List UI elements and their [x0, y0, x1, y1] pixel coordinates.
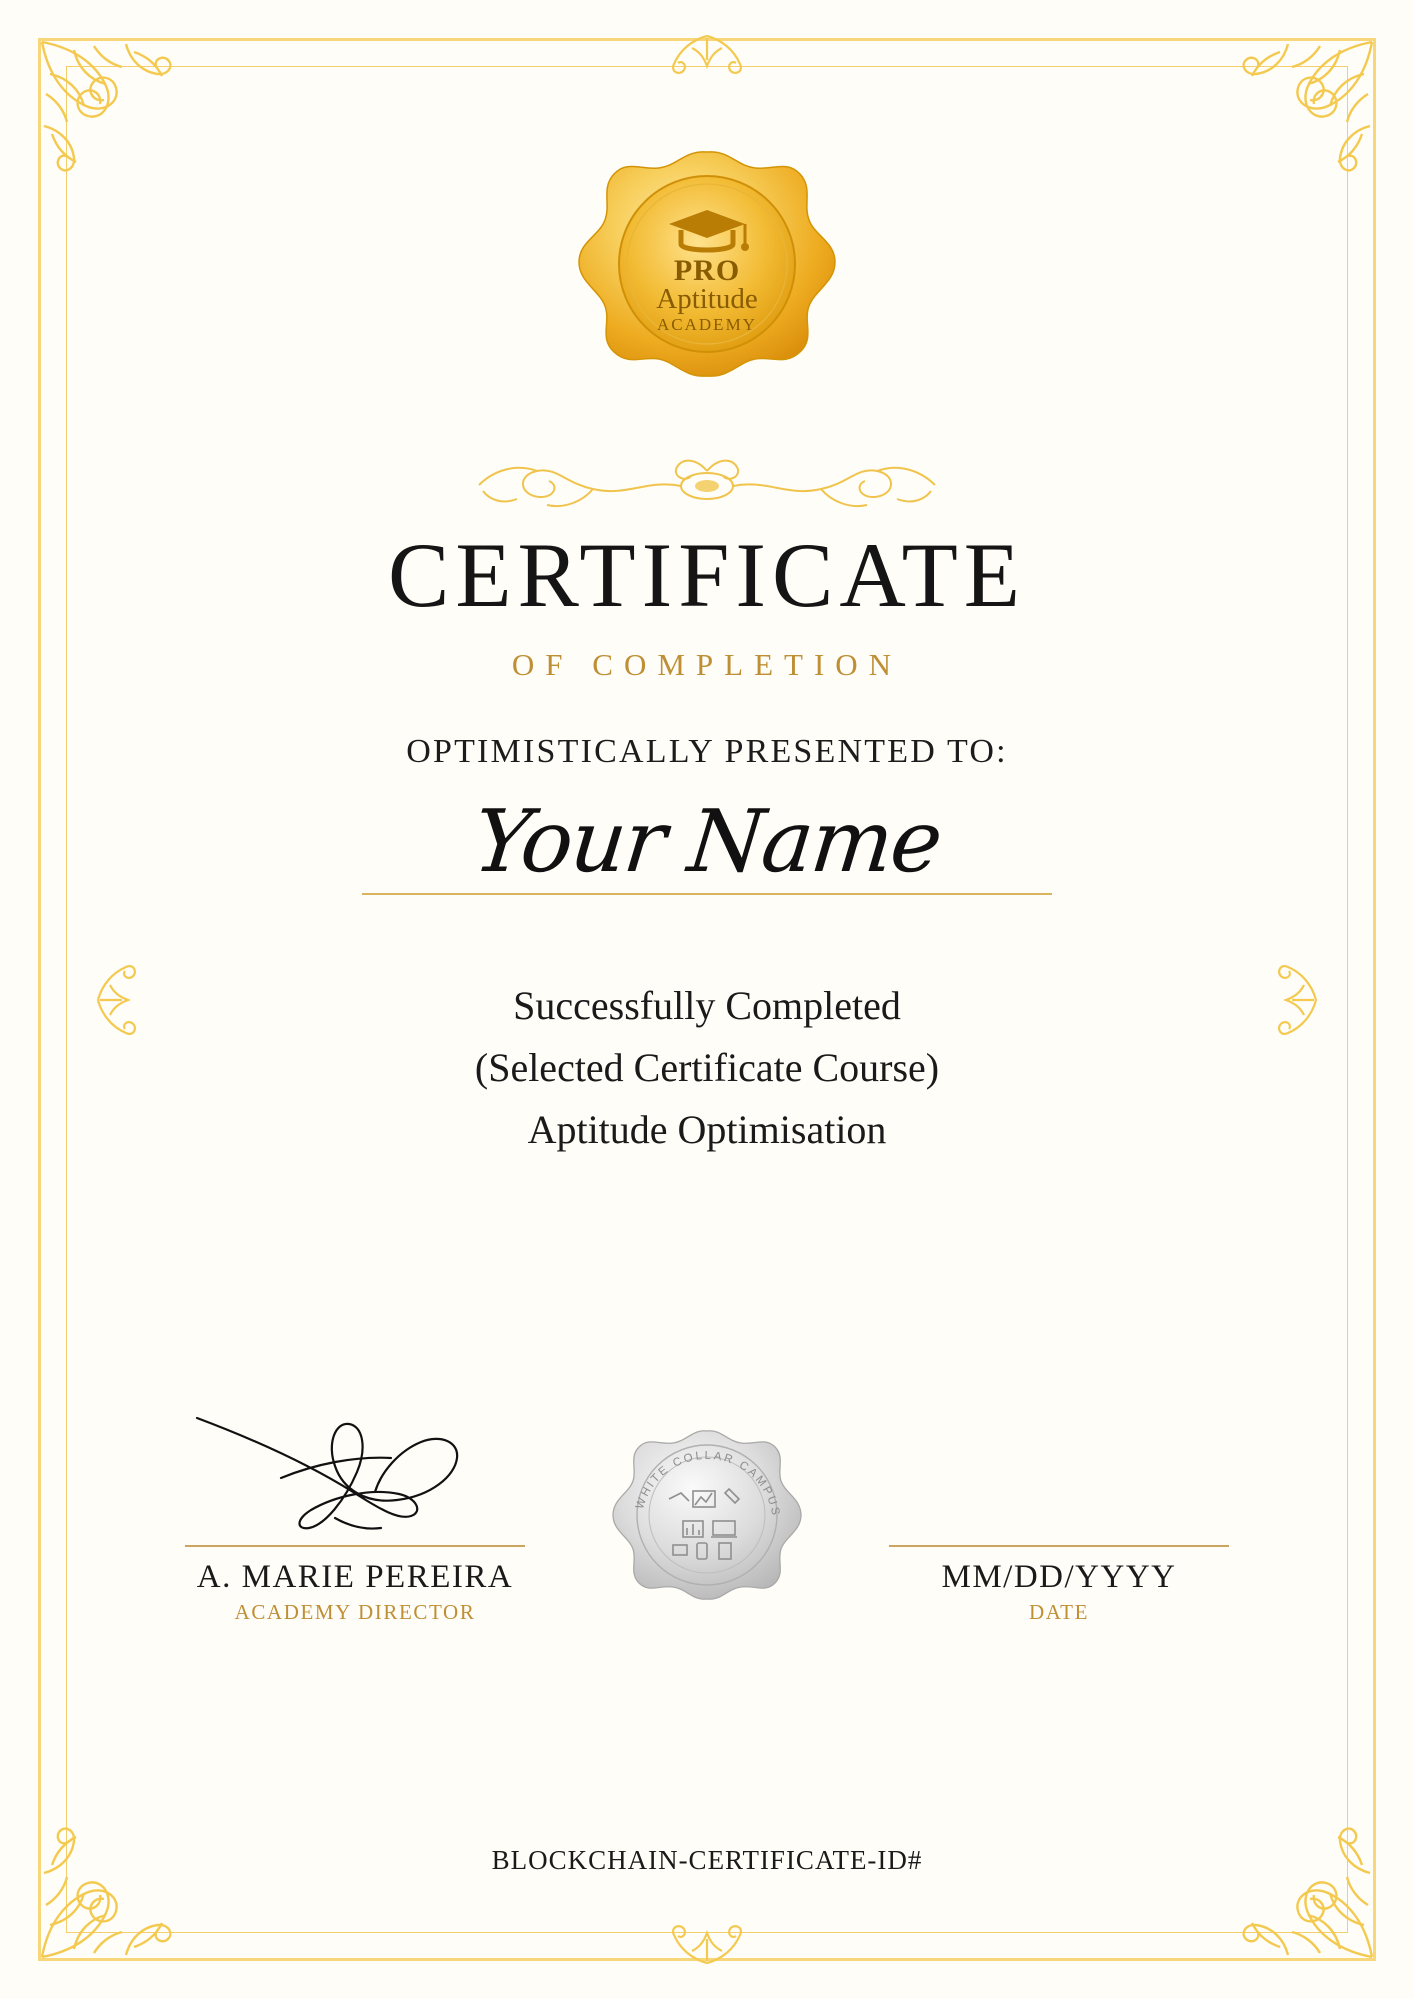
- completion-line: Aptitude Optimisation: [527, 1107, 887, 1153]
- signatory-role: ACADEMY DIRECTOR: [234, 1600, 476, 1624]
- recipient-name: Your Name: [468, 792, 946, 892]
- signature-block-date: [879, 1400, 1239, 1625]
- signature-block-director: [175, 1400, 535, 1625]
- completion-line: Successfully Completed: [513, 983, 901, 1029]
- recipient-name-block: [277, 792, 1137, 895]
- date-spacer: [879, 1400, 1239, 1545]
- certificate-subtitle: OF COMPLETION: [511, 647, 903, 682]
- silver-wax-seal-icon: [607, 1425, 807, 1625]
- signatory-name: A. MARIE PEREIRA: [196, 1559, 514, 1595]
- silver-seal-ring-text: WHITE COLLAR CAMPUS: [633, 1449, 782, 1519]
- date-label: DATE: [1028, 1600, 1090, 1624]
- flourish-divider-icon: [397, 449, 1017, 523]
- svg-text:Aptitude: Aptitude: [656, 283, 758, 315]
- signature-row: [0, 1400, 1414, 1625]
- page-title: CERTIFICATE: [387, 524, 1027, 626]
- handwritten-signature-icon: [185, 1400, 525, 1545]
- date-value: MM/DD/YYYY: [941, 1559, 1177, 1595]
- svg-text:PRO: PRO: [673, 254, 741, 287]
- recipient-name-rule: [362, 893, 1052, 895]
- signature-rule: [185, 1545, 525, 1547]
- gold-wax-seal-icon: [557, 140, 857, 425]
- presented-to-label: OPTIMISTICALLY PRESENTED TO:: [406, 733, 1008, 770]
- completion-text: [475, 975, 939, 1161]
- svg-text:ACADEMY: ACADEMY: [657, 315, 757, 334]
- date-rule: [889, 1545, 1229, 1547]
- blockchain-certificate-id: BLOCKCHAIN-CERTIFICATE-ID#: [491, 1845, 923, 1875]
- completion-line: (Selected Certificate Course): [474, 1045, 940, 1091]
